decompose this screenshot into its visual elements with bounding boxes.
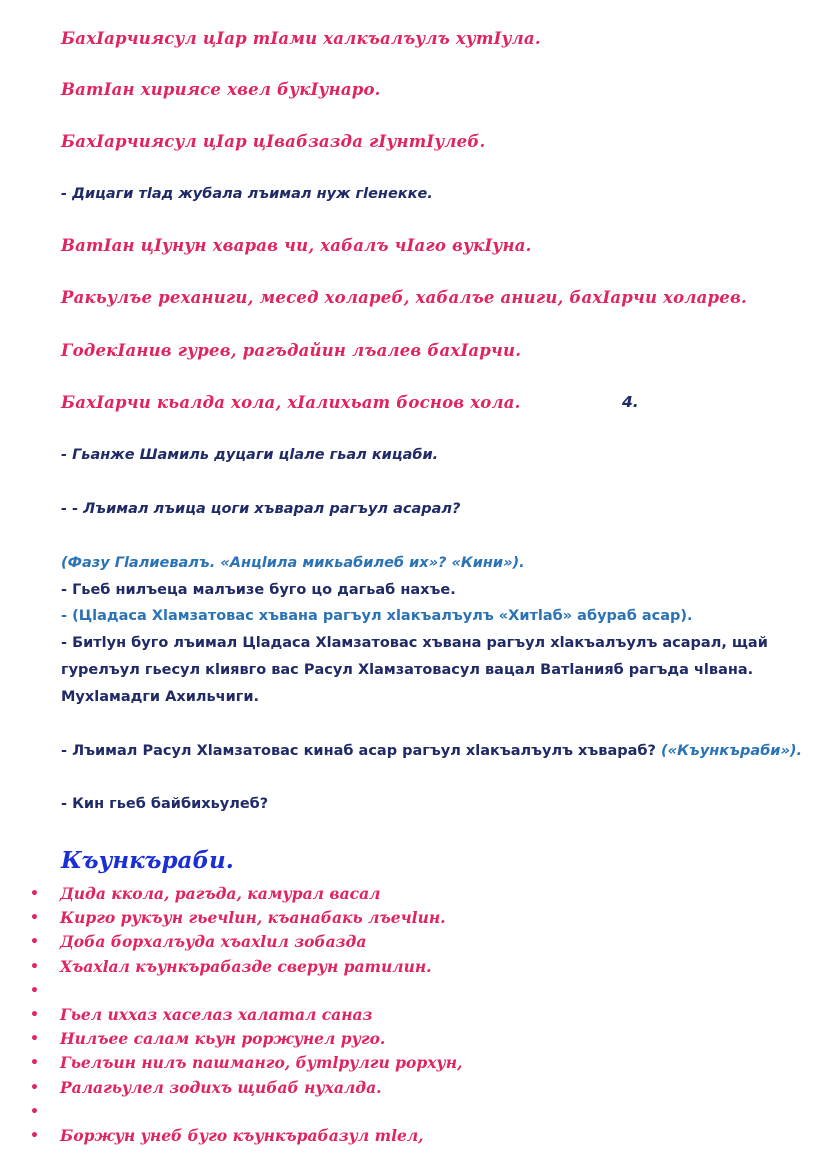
teacher-line-2a: - Битlун буго лъимал Цlадаса Хlамзатовас хъвана рагъул хlакъалъулъ асарал, щай: [61, 635, 768, 651]
list-item: [30, 882, 462, 906]
poem-line: Доба борхалъуда хъахlил зобазда: [60, 932, 367, 952]
bullet-icon: •: [30, 982, 39, 999]
question-line-3-answer: («Къункъраби»).: [655, 743, 803, 759]
bullet-icon: •: [30, 886, 39, 902]
bullet-icon: •: [30, 1055, 39, 1072]
bullet-icon: •: [30, 1103, 39, 1120]
page-number: 4.: [622, 393, 639, 411]
bullet-icon: •: [30, 910, 39, 927]
proverb-line-3: БахIарчиясул цIар цIвабзазда гIунтIулеб.: [61, 132, 486, 151]
bullet-icon: •: [30, 958, 39, 975]
proverb-line-1: БахIарчиясул цIар тIами халкъалъулъ хутIула.: [61, 29, 541, 48]
poem-line: Гьел иххаз хаселаз халатал саназ: [60, 1004, 373, 1024]
list-item: [30, 1124, 462, 1148]
poem-line: Ралагьулел зодихъ щибаб нухалда.: [60, 1077, 382, 1097]
question-line-3: [61, 742, 802, 760]
proverb-line-6: ГодекIанив гурев, рагъдайин лъалев бахIарчи.: [61, 341, 522, 360]
bullet-icon: •: [30, 1079, 39, 1096]
question-line-1: - Гьанже Шамиль дуцаги цlале гьал кицаби.: [61, 447, 439, 463]
proverb-line-5: Ракьулъе реханиги, месед холареб, хабалъе аниги, бахIарчи холарев.: [61, 288, 747, 307]
poem-line: Гьелъин нилъ пашманго, бутlрулги рорхун,: [60, 1053, 463, 1073]
answer-line-1: (Фазу Гlалиевалъ. «Анцlила микьабилеб их»? «Кини»).: [61, 555, 525, 571]
poem-title: Къункъраби.: [61, 847, 234, 874]
teacher-line-2c: Мухlамадги Ахильчиги.: [61, 689, 260, 705]
list-item: [30, 1076, 462, 1100]
poem-line: Боржун унеб буго къункърабазул тlел,: [60, 1125, 424, 1145]
list-item: [30, 979, 462, 1003]
bullet-icon: •: [30, 934, 39, 951]
proverb-line-4: ВатIан цIунун хварав чи, хабалъ чIаго вукIуна.: [61, 236, 532, 255]
question-line-2: - - Лъимал лъица цоги хъварал рагъул асарал?: [61, 501, 461, 517]
list-item: [30, 1027, 462, 1051]
instruction-line: - Дицаги тlад жубала лъимал нуж гlенекке.: [61, 186, 433, 202]
question-line-3-text: - Лъимал Расул Хlамзатовас кинаб асар рагъул хlакъалъулъ хъвараб?: [61, 743, 656, 759]
list-item: [30, 1003, 462, 1027]
teacher-line-2b: гурелъул гьесул кlиявго вас Расул Хlамзатовасул вацал Ватlанияб рагъда чlвана.: [61, 662, 754, 678]
list-item: [30, 930, 462, 954]
proverb-line-2: ВатIан хириясе хвел букIунаро.: [61, 80, 381, 99]
list-item: [30, 955, 462, 979]
question-line-4: - Кин гьеб байбихьулеб?: [61, 796, 269, 812]
poem-line: Хъахlал къункърабазде сверун ратилин.: [60, 956, 432, 976]
bullet-icon: •: [30, 1031, 39, 1048]
answer-line-2: - (Цlадаса Хlамзатовас хъвана рагъул хlакъалъулъ «Хитlаб» абураб асар).: [61, 608, 693, 624]
poem-line: Кирго рукъун гьечlин, къанабакь лъечlин.: [60, 908, 446, 928]
poem-list: [30, 882, 462, 1148]
proverb-line-7: БахIарчи кьалда хола, хIалихьат боснов хола.: [61, 393, 521, 412]
bullet-icon: •: [30, 1006, 39, 1023]
list-item: [30, 1051, 462, 1075]
list-item: [30, 906, 462, 930]
bullet-icon: •: [30, 1127, 39, 1144]
poem-line: Дида ккола, рагъда, камурал васал: [60, 884, 381, 903]
list-item: [30, 1100, 462, 1124]
poem-line: Нилъее салам кьун роржунел руго.: [60, 1029, 386, 1049]
teacher-line-1: - Гьеб нилъеца малъизе буго цо дагьаб нахъе.: [61, 582, 456, 598]
